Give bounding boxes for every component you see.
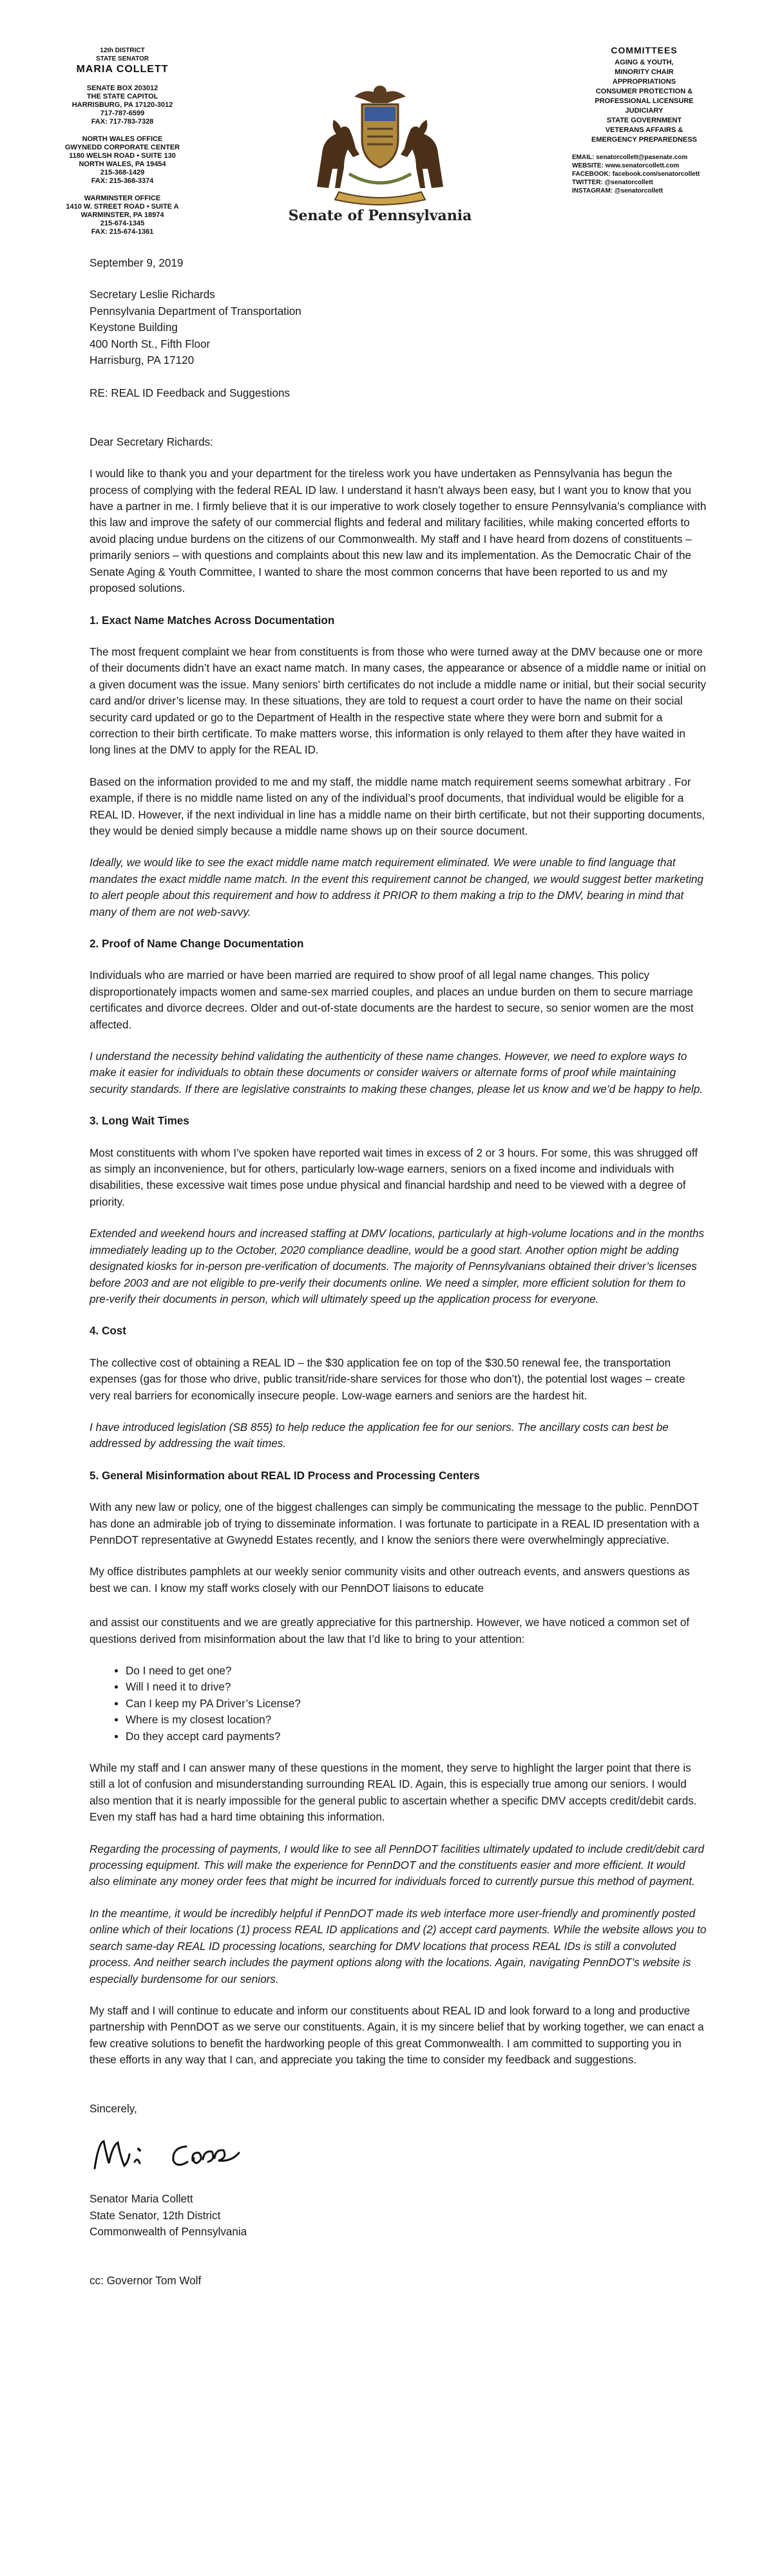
office-line: FAX: 215-368-3374 [91, 177, 154, 185]
paragraph: My office distributes pamphlets at our weekly senior community visits and other outreach events, and answers questions as best we can. I know my staff works closely with our PennDOT liaisons to educate [90, 1566, 690, 1595]
signoff: Sincerely, [90, 2102, 137, 2115]
address-line: Keystone Building [90, 321, 178, 334]
office-line: FAX: 215-674-1361 [91, 228, 154, 236]
recommendation-paragraph: In the meantime, it would be incredibly helpful if PennDOT made its web interface more user-friendly and prominently posted online which of their locations (1) process REAL ID applications and (2) accept card payments. While the website allows you to search same-day REAL ID processing locations, searching for DMV locations that process REAL IDs is still a convoluted process. And neither search includes the payment options along with the locations. Again, navigating PennDOT’s website is especially burdensome for our seniors. [90, 1907, 707, 1985]
question-list [90, 1663, 708, 1745]
signer-state: Commonwealth of Pennsylvania [90, 2226, 247, 2239]
district-label: 12th DISTRICT [100, 47, 145, 54]
recommendation-paragraph: I have introduced legislation (SB 855) to help reduce the application fee for our seniors. The ancillary costs can best be addressed by addressing the wait times. [90, 1421, 669, 1450]
salutation: Dear Secretary Richards: [90, 435, 213, 448]
senator-title-block [39, 46, 206, 75]
contact-list [548, 153, 741, 195]
office-line: NORTH WALES OFFICE [82, 135, 163, 143]
section-5-heading: 5. General Misinformation about REAL ID Process and Processing Centers [90, 1469, 480, 1482]
list-item: • Where is my closest location? [126, 1712, 708, 1728]
committee-item: MINORITY CHAIR [615, 68, 674, 76]
section-4-heading: 4. Cost [90, 1325, 126, 1338]
email-link[interactable]: EMAIL: senatorcollett@pasenate.com [572, 154, 688, 161]
list-item: • Will I need it to drive? [126, 1679, 708, 1695]
office-line: 1410 W. STREET ROAD • SUITE A [66, 203, 179, 211]
committee-item: STATE GOVERNMENT [606, 117, 682, 124]
address-line: Secretary Leslie Richards [90, 289, 215, 301]
recommendation-paragraph: Extended and weekend hours and increased staffing at DMV locations, particularly at high-volume locations and in the months immediately leading up to the October, 2020 compliance deadline, would be a good start. Another option might be adding designated kiosks for in-person pre-verification of documents. The majority of Pennsylvanians obtained their driver’s licenses before 2003 and are not eligible to pre-verify their documents online. We need a simpler, more efficient solution for them to pre-verify their documents in person, which will ultimately speed up the application process for everyone. [90, 1227, 705, 1305]
website-link[interactable]: WEBSITE: www.senatorcollett.com [572, 162, 680, 169]
letterhead-left [39, 46, 206, 245]
recommendation-paragraph: Regarding the processing of payments, I would like to see all PennDOT facilities ultimately updated to include credit/debit card processing equipment. This will make the experience for PennDOT and the constituents easier and more efficient. It would also eliminate any money order fees that might be incurred for individuals forced to currently pursue this method of payment. [90, 1842, 704, 1888]
paragraph: While my staff and I can answer many of these questions in the moment, they serve to highlight the larger point that there is still a lot of confusion and misunderstanding surrounding REAL ID. Again, this is especially true among our seniors. I would also mention that it is nearly impossible for the general public to ascertain whether a specific DMV accepts credit/debit cards. Even my staff has had a hard time obtaining this information. [90, 1762, 697, 1824]
paragraph: Individuals who are married or have been married are required to show proof of all legal name changes. This policy disproportionately impacts women and same-sex married couples, and places an undue burden on them to secure marriage certificates and divorce decrees. Older and out-of-state documents are the hardest to secure, so senior women are the most affected. [90, 969, 694, 1031]
senate-title: Senate of Pennsylvania [288, 207, 472, 224]
office-line: FAX: 717-783-7328 [91, 118, 154, 126]
committee-item: CONSUMER PROTECTION & [595, 88, 693, 95]
facebook-link[interactable]: FACEBOOK: facebook.com/senatorcollett [572, 171, 700, 178]
committee-item: VETERANS AFFAIRS & [605, 126, 683, 134]
signer-name: Senator Maria Collett [90, 2193, 193, 2206]
paragraph: The most frequent complaint we hear from constituents is from those who were turned away at the DMV because one or more of their documents didn’t have an exact name match. In many cases, the appearance or absence of a middle name or initial on a given document was the issue. Many seniors’ birth certificates do not include a middle name or initial, but their social security card and/or driver’s license may. In these situations, they are told to request a court order to have the name on their social security card updated or go to the Department of Health in the respective state where they were born and submit for a correction to their birth certificate. To make matters worse, this information is only relayed to them after they have waited in long lines at the DMV to apply for the REAL ID. [90, 645, 707, 757]
twitter-link[interactable]: TWITTER: @senatorcollett [572, 179, 653, 186]
letter-date: September 9, 2019 [90, 257, 184, 269]
committee-item: EMERGENCY PREPAREDNESS [591, 136, 698, 144]
address-line: Harrisburg, PA 17120 [90, 354, 195, 367]
committee-item: APPROPRIATIONS [612, 78, 676, 86]
address-line: 400 North St., Fifth Floor [90, 337, 211, 350]
committees-heading: COMMITTEES [611, 45, 678, 55]
address-line: Pennsylvania Department of Transportation [90, 305, 301, 317]
instagram-link[interactable]: INSTAGRAM: @senatorcollett [572, 187, 663, 194]
recommendation-paragraph: I understand the necessity behind validating the authenticity of these name changes. However, we need to explore ways to make it easier for individuals to obtain these documents or consider waivers or alternate forms of proof while maintaining security standards. If there are legislative constraints to making these changes, please let us know and we’d be happy to help. [90, 1050, 703, 1095]
intro-paragraph: I would like to thank you and your department for the tireless work you have undertaken as Pennsylvania has begun the process of complying with the federal REAL ID law. I understand it hasn’t always been easy, but I want you to know that you have a partner in me. I firmly believe that it is our imperative to work closely together to ensure Pennsylvania’s compliance with this law and improve the safety of our commercial flights and federal and military facilities, while making concerted efforts to avoid placing undue burdens on the citizens of our Commonwealth. My staff and I have heard from dozens of constituents – primarily seniors – with questions and complaints about this new law and its implementation. As the Democratic Chair of the Senate Aging & Youth Committee, I wanted to share the most common concerns that have been reported to us and my proposed solutions. [90, 468, 707, 595]
subject-line: RE: REAL ID Feedback and Suggestions [90, 387, 291, 400]
office-line: NORTH WALES, PA 19454 [79, 160, 166, 168]
office-line: WARMINSTER OFFICE [84, 194, 161, 202]
paragraph: Most constituents with whom I’ve spoken have reported wait times in excess of 2 or 3 hours. For some, this was shrugged off as simply an inconvenience, but for others, particularly low-wage earners, seniors on a fixed income and individuals with disabilities, these excessive wait times pose undue physical and financial hardship and need to be viewed with a degree of priority. [90, 1146, 698, 1208]
office-line: THE STATE CAPITOL [86, 93, 158, 100]
paragraph: The collective cost of obtaining a REAL ID – the $30 application fee on top of the $30.50 renewal fee, the transportation expenses (gas for those who drive, public transit/ride-share services for those who don’t), the potential lost wages – create very real barriers for economically insecure people. Low-wage earners and seniors are the hardest hit. [90, 1356, 685, 1402]
committee-item: PROFESSIONAL LICENSURE [595, 97, 694, 105]
office-line: 717-787-6599 [100, 109, 145, 117]
section-2-heading: 2. Proof of Name Change Documentation [90, 938, 304, 950]
committee-item: JUDICIARY [625, 107, 663, 115]
closing-paragraph: My staff and I will continue to educate and inform our constituents about REAL ID and look forward to a long and productive partnership with PennDOT as we serve our constituents. Again, it is my sincere belief that by working together, we can enact a few creative solutions to benefit the hardworking people of this great Commonwealth. I am committed to supporting you in these efforts in any way that I can, and appreciate you taking the time to consider my feedback and suggestions. [90, 2004, 704, 2067]
list-item: • Can I keep my PA Driver’s License? [126, 1696, 708, 1712]
office-line: 1180 WELSH ROAD • SUITE 130 [69, 152, 176, 160]
paragraph: and assist our constituents and we are greatly appreciative for this partnership. However, we have noticed a common set of questions derived from misinformation about the law that I’d like to bring to your attention: [90, 1616, 690, 1645]
office-line: 215-674-1345 [100, 220, 145, 227]
list-item: • Do they accept card payments? [126, 1728, 708, 1745]
north-wales-office [39, 135, 206, 185]
cc-line: cc: Governor Tom Wolf [90, 2274, 202, 2287]
pennsylvania-seal-icon [277, 77, 483, 206]
handwritten-signature-icon [90, 2123, 257, 2183]
section-3-heading: 3. Long Wait Times [90, 1115, 189, 1128]
paragraph: Based on the information provided to me and my staff, the middle name match requirement seems somewhat arbitrary . For example, if there is no middle name listed on any of the individual’s proof documents, that individual would be eligible for a REAL ID. However, if the next individual in line has a middle name on their birth certificate, but not their supporting documents, they would be denied simply because a middle name shows up on their source document. [90, 775, 705, 837]
capitol-office [39, 84, 206, 126]
senator-name: MARIA COLLETT [76, 64, 169, 75]
recommendation-paragraph: Ideally, we would like to see the exact middle name match requirement eliminated. We were unable to find language that mandates the exact middle name match. In the event this requirement cannot be changed, we would suggest better marketing to alert people about this requirement and how to address it PRIOR to them making a trip to the DMV, bearing in mind that many of them are not web-savvy. [90, 857, 704, 918]
section-1-heading: 1. Exact Name Matches Across Documentation [90, 614, 335, 627]
office-line: WARMINSTER, PA 18974 [81, 211, 164, 219]
list-item: • Do I need to get one? [126, 1663, 708, 1679]
office-line: SENATE BOX 203012 [86, 84, 158, 92]
signer-title: State Senator, 12th District [90, 2209, 221, 2222]
recipient-address [90, 287, 708, 368]
letterhead-right [548, 46, 741, 195]
committee-item: AGING & YOUTH, [615, 59, 674, 66]
office-line: HARRISBURG, PA 17120-3012 [72, 101, 173, 109]
role-label: STATE SENATOR [95, 55, 149, 62]
letter-body [90, 255, 708, 2289]
office-line: GWYNEDD CORPORATE CENTER [64, 144, 180, 151]
paragraph: With any new law or policy, one of the biggest challenges can simply be communicating the message to the public. PennDOT has done an admirable job of trying to disseminate information. I was fortunate to participate in a REAL ID presentation with a PennDOT representative at Gwynedd Estates recently, and I know the seniors there were overwhelmingly appreciative. [90, 1501, 700, 1546]
signature-block [90, 2101, 708, 2289]
warminster-office [39, 194, 206, 236]
office-line: 215-368-1429 [100, 169, 145, 176]
